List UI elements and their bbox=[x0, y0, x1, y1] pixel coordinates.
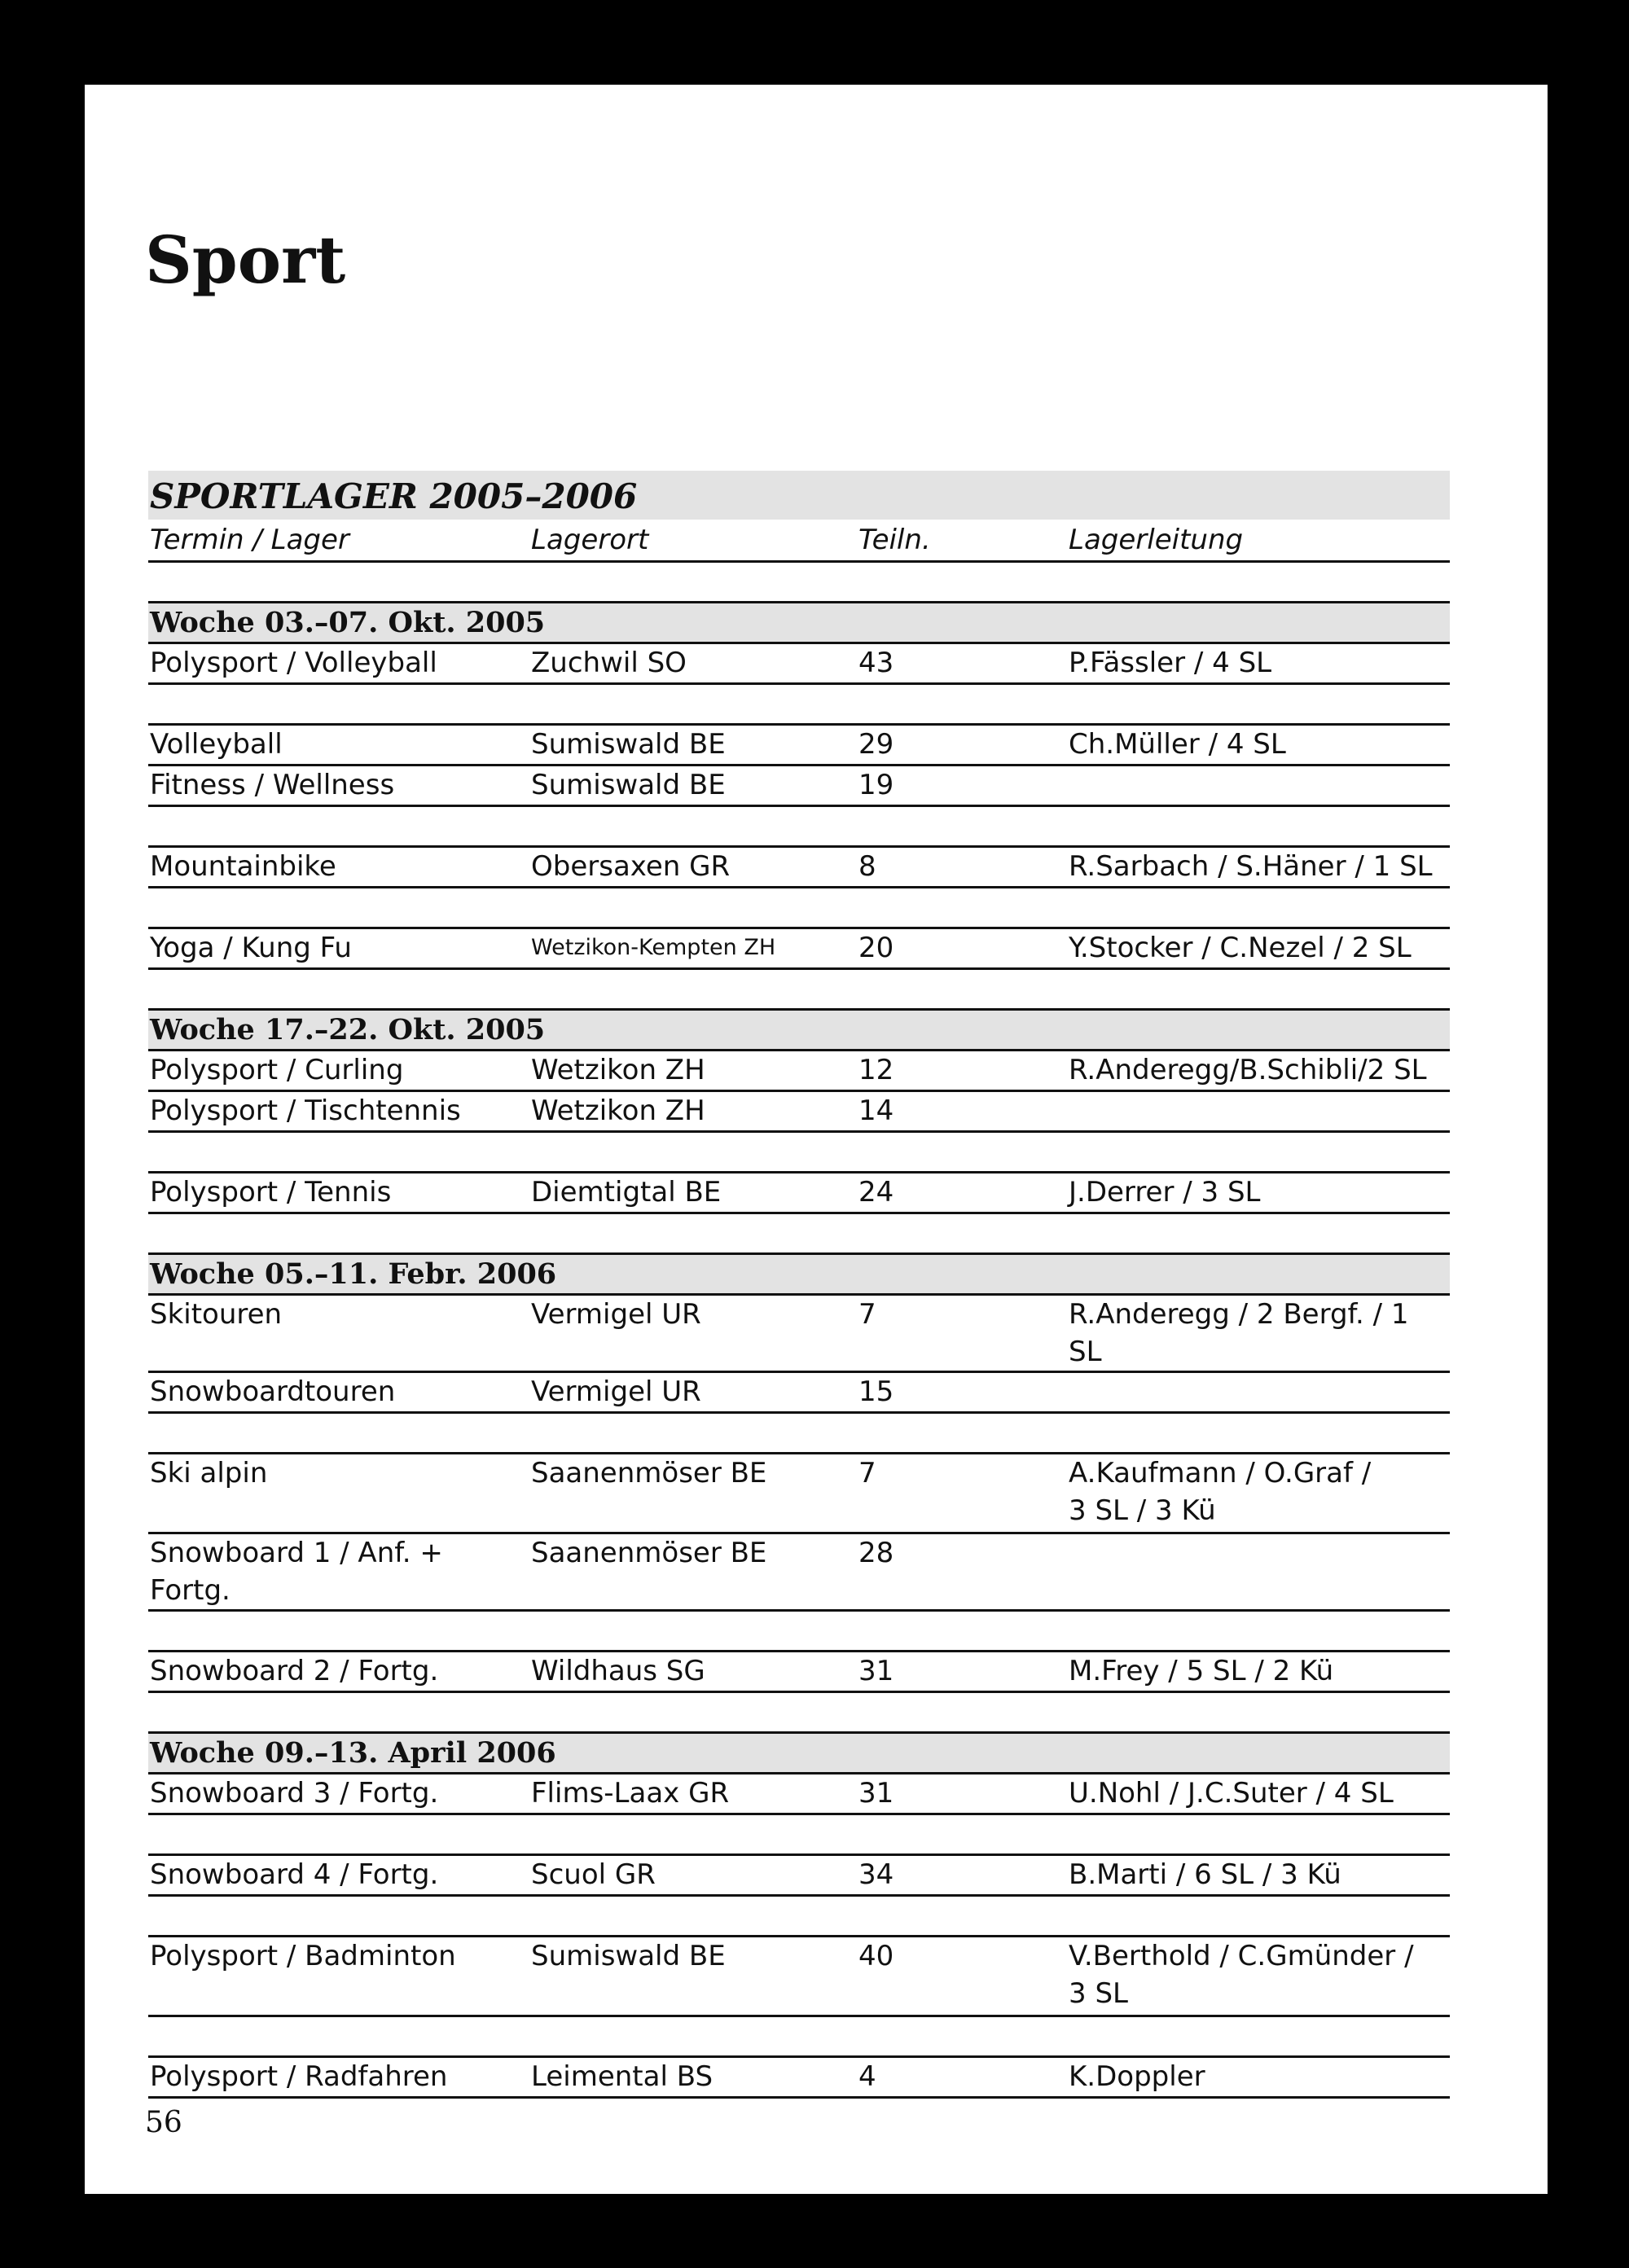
camp-cell: Yoga / Kung Fu bbox=[150, 932, 352, 964]
place-cell: Sumiswald BE bbox=[531, 728, 726, 761]
count-cell: 20 bbox=[858, 932, 894, 964]
count-cell: 31 bbox=[858, 1655, 894, 1687]
lead-line-2: 3 SL bbox=[1069, 1977, 1128, 2010]
place-cell: Diemtigtal BE bbox=[531, 1176, 722, 1209]
page-title: Sport bbox=[145, 222, 346, 298]
table-row bbox=[148, 929, 1450, 970]
place-cell: Scuol GR bbox=[531, 1858, 656, 1891]
count-cell: 31 bbox=[858, 1777, 894, 1810]
table-row bbox=[148, 766, 1450, 807]
table-row bbox=[148, 1774, 1450, 1815]
document-page bbox=[85, 85, 1548, 2194]
camp-group bbox=[148, 1853, 1450, 1897]
place-cell: Zuchwil SO bbox=[531, 647, 687, 679]
count-cell: 29 bbox=[858, 728, 894, 761]
camp-cell: Volleyball bbox=[150, 728, 283, 761]
week-block bbox=[148, 601, 1450, 685]
camp-group bbox=[148, 845, 1450, 888]
camp-cell: Ski alpin bbox=[150, 1457, 268, 1489]
week-header: Woche 05.–11. Febr. 2006 bbox=[148, 1255, 1450, 1296]
table-row bbox=[148, 726, 1450, 766]
count-cell: 40 bbox=[858, 1940, 894, 1972]
count-cell: 28 bbox=[858, 1537, 894, 1569]
camp-cell: Polysport / Volleyball bbox=[150, 647, 437, 679]
count-cell: 12 bbox=[858, 1054, 894, 1086]
col-header-place: Lagerort bbox=[531, 524, 649, 556]
count-cell: 7 bbox=[858, 1457, 876, 1489]
col-header-lead: Lagerleitung bbox=[1069, 524, 1244, 556]
lead-cell bbox=[1069, 1937, 1450, 2012]
table-title-band bbox=[148, 471, 1450, 520]
camp-cell: Snowboardtouren bbox=[150, 1375, 396, 1408]
table-row bbox=[148, 1652, 1450, 1693]
column-headers bbox=[148, 520, 1450, 563]
lead-cell: B.Marti / 6 SL / 3 Kü bbox=[1069, 1858, 1341, 1891]
count-cell: 34 bbox=[858, 1858, 894, 1891]
place-cell: Wetzikon ZH bbox=[531, 1054, 705, 1086]
camp-group bbox=[148, 1452, 1450, 1612]
camp-cell: Polysport / Badminton bbox=[150, 1940, 456, 1972]
place-cell: Wetzikon-Kempten ZH bbox=[531, 935, 776, 960]
week-header: Woche 09.–13. April 2006 bbox=[148, 1734, 1450, 1774]
camp-cell: Snowboard 3 / Fortg. bbox=[150, 1777, 439, 1810]
lead-cell: K.Doppler bbox=[1069, 2060, 1205, 2093]
place-cell: Leimental BS bbox=[531, 2060, 714, 2093]
col-header-camp: Termin / Lager bbox=[150, 524, 349, 556]
page-number: 56 bbox=[145, 2106, 182, 2139]
camp-cell: Polysport / Radfahren bbox=[150, 2060, 448, 2093]
camp-table bbox=[148, 471, 1450, 2099]
col-header-count: Teiln. bbox=[858, 524, 931, 556]
camp-group bbox=[148, 1171, 1450, 1214]
place-cell: Saanenmöser BE bbox=[531, 1537, 767, 1569]
table-row bbox=[148, 2058, 1450, 2099]
lead-line-1: V.Berthold / C.Gmünder / bbox=[1069, 1940, 1414, 1972]
camp-group bbox=[148, 2055, 1450, 2099]
camp-cell: Skitouren bbox=[150, 1298, 283, 1331]
count-cell: 19 bbox=[858, 769, 894, 801]
place-cell: Wetzikon ZH bbox=[531, 1095, 705, 1127]
place-cell: Flims-Laax GR bbox=[531, 1777, 730, 1810]
table-row bbox=[148, 1051, 1450, 1092]
place-cell: Sumiswald BE bbox=[531, 769, 726, 801]
lead-cell bbox=[1069, 1454, 1450, 1529]
lead-cell: P.Fässler / 4 SL bbox=[1069, 647, 1272, 679]
camp-group bbox=[148, 1935, 1450, 2017]
count-cell: 43 bbox=[858, 647, 894, 679]
week-block bbox=[148, 1252, 1450, 1414]
lead-line-2: 3 SL / 3 Kü bbox=[1069, 1494, 1216, 1527]
lead-cell: U.Nohl / J.C.Suter / 4 SL bbox=[1069, 1777, 1394, 1810]
table-row bbox=[148, 1373, 1450, 1414]
place-cell: Vermigel UR bbox=[531, 1375, 701, 1408]
table-row bbox=[148, 1296, 1450, 1373]
place-cell: Vermigel UR bbox=[531, 1298, 701, 1331]
count-cell: 7 bbox=[858, 1298, 876, 1331]
week-block bbox=[148, 1731, 1450, 1815]
table-row bbox=[148, 1856, 1450, 1897]
count-cell: 8 bbox=[858, 850, 876, 883]
lead-cell: R.Anderegg/B.Schibli/2 SL bbox=[1069, 1054, 1427, 1086]
week-header: Woche 17.–22. Okt. 2005 bbox=[148, 1011, 1450, 1051]
lead-cell: Y.Stocker / C.Nezel / 2 SL bbox=[1069, 932, 1412, 964]
table-title: SPORTLAGER 2005–2006 bbox=[150, 476, 638, 516]
camp-cell: Polysport / Tennis bbox=[150, 1176, 392, 1209]
table-row bbox=[148, 1092, 1450, 1133]
lead-cell: J.Derrer / 3 SL bbox=[1069, 1176, 1261, 1209]
camp-cell: Snowboard 4 / Fortg. bbox=[150, 1858, 439, 1891]
camp-cell: Polysport / Tischtennis bbox=[150, 1095, 461, 1127]
camp-cell: Snowboard 1 / Anf. + Fortg. bbox=[150, 1537, 443, 1607]
place-cell: Obersaxen GR bbox=[531, 850, 731, 883]
camp-cell: Mountainbike bbox=[150, 850, 336, 883]
camp-group bbox=[148, 1650, 1450, 1693]
table-row bbox=[148, 1173, 1450, 1214]
lead-line-1: A.Kaufmann / O.Graf / bbox=[1069, 1457, 1372, 1489]
table-row bbox=[148, 1534, 1450, 1612]
place-cell: Wildhaus SG bbox=[531, 1655, 705, 1687]
table-row bbox=[148, 1454, 1450, 1534]
table-row bbox=[148, 1937, 1450, 2017]
camp-cell: Fitness / Wellness bbox=[150, 769, 395, 801]
lead-cell: M.Frey / 5 SL / 2 Kü bbox=[1069, 1655, 1334, 1687]
count-cell: 24 bbox=[858, 1176, 894, 1209]
week-header: Woche 03.–07. Okt. 2005 bbox=[148, 603, 1450, 644]
camp-group bbox=[148, 723, 1450, 807]
lead-cell: R.Anderegg / 2 Bergf. / 1 SL bbox=[1069, 1298, 1409, 1368]
count-cell: 4 bbox=[858, 2060, 876, 2093]
lead-cell: Ch.Müller / 4 SL bbox=[1069, 728, 1286, 761]
table-row bbox=[148, 848, 1450, 888]
camp-cell: Polysport / Curling bbox=[150, 1054, 404, 1086]
place-cell: Sumiswald BE bbox=[531, 1940, 726, 1972]
lead-cell: R.Sarbach / S.Häner / 1 SL bbox=[1069, 850, 1433, 883]
week-block bbox=[148, 1008, 1450, 1133]
count-cell: 15 bbox=[858, 1375, 894, 1408]
camp-group bbox=[148, 927, 1450, 970]
camp-cell: Snowboard 2 / Fortg. bbox=[150, 1655, 439, 1687]
table-row bbox=[148, 644, 1450, 685]
count-cell: 14 bbox=[858, 1095, 894, 1127]
place-cell: Saanenmöser BE bbox=[531, 1457, 767, 1489]
